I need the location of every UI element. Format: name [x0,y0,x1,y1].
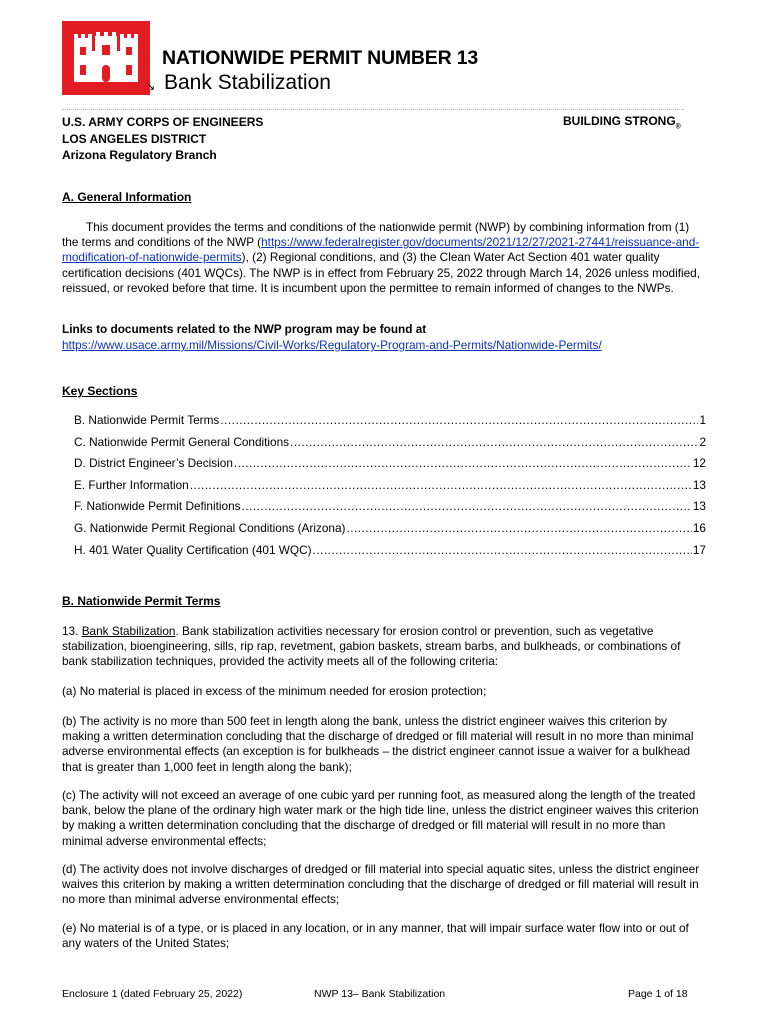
organization-block [62,114,263,164]
toc-label: E. Further Information [74,477,189,492]
slogan-text: BUILDING STRONG [563,114,676,128]
footer-title: NWP 13– Bank Stabilization [314,988,446,1000]
toc-page: 16 [692,520,706,535]
footer-enclosure: Enclosure 1 (dated February 25, 2022) [62,988,243,1000]
toc-label: F. Nationwide Permit Definitions [74,499,241,514]
toc-item-g[interactable] [74,518,706,540]
permit-number: 13. [62,624,82,638]
para-text-end: ), (2) Regional conditions, and (3) the Clean Water Act Section 401 water quality certification decisions (401 WQCs). The NWP is in effect from February 25, 2022 through March 14, 2026 unless modified, reissued, or revoked before that time. It is incumbent upon the permittee to remain informed of changes to the NWPs. [62,250,700,295]
document-subtitle: Bank Stabilization [164,71,331,94]
usace-castle-logo [62,21,150,95]
nwp13-intro [62,624,708,670]
permit-term: Bank Stabilization [81,624,176,638]
toc-item-c[interactable] [74,432,706,454]
org-line-3: Arizona Regulatory Branch [62,148,217,162]
toc-page: 13 [692,499,706,514]
toc-label: D. District Engineer’s Decision [74,456,233,471]
toc-label: C. Nationwide Permit General Conditions [74,434,290,449]
section-a-heading: A. General Information [62,190,192,204]
toc-page: 17 [692,542,706,557]
criterion-a: (a) No material is placed in excess of the minimum needed for erosion protection; [62,684,487,698]
toc-label: H. 401 Water Quality Certification (401 WQC) [74,542,312,557]
general-info-paragraph [62,220,708,296]
document-title: NATIONWIDE PERMIT NUMBER 13 [162,47,478,69]
registered-mark: ® [675,123,681,131]
toc-page: 12 [692,456,706,471]
toc-label: B. Nationwide Permit Terms [74,413,220,427]
slogan [563,114,681,130]
toc-leader [313,540,692,562]
criterion-c: (c) The activity will not exceed an average of one cubic yard per running foot, as measured along the length of the treated bank, below the plane of the ordinary high water mark or the high tide line, unless the district engineer waives this criterion by making a written determination concluding that the discharge of dredged or fill material will result in no more than minimal adverse environmental effects; [62,788,699,848]
toc-item-b[interactable] [74,410,706,432]
section-b-heading: B. Nationwide Permit Terms [62,594,221,608]
para-text-start: This document provides the terms and conditions of the nationwide permit (NWP) by combining information from (1) the terms and conditions of the NWP ( [62,220,690,250]
toc-item-h[interactable] [74,540,706,562]
toc-leader [190,475,692,497]
castle-icon [62,21,150,95]
toc-leader [290,432,698,454]
toc-label: G. Nationwide Permit Regional Conditions (Arizona) [74,520,346,535]
toc-item-f[interactable] [74,496,706,518]
federal-register-link[interactable]: https://www.federalregister.gov/documents/2021/12/27/2021-27441/reissuance-and-modification-of-nationwide-permits [62,235,700,265]
key-sections-heading: Key Sections [62,384,138,398]
org-line-2: LOS ANGELES DISTRICT [62,131,207,146]
toc-leader [242,496,692,518]
links-label: Links to documents related to the NWP program may be found at [62,322,427,336]
toc-page: 1 [699,413,706,427]
criterion-b: (b) The activity is no more than 500 feet in length along the bank, unless the district engineer waives this criterion by making a written determination concluding that the discharge of dredged or fill material will result in no more than minimal adverse environmental effects (an exception is for bulkheads – the district engineer cannot issue a waiver for a bulkhead that is greater than 1,000 feet in length along the bank); [62,714,694,774]
toc-leader [234,453,692,475]
toc-page: 2 [699,434,706,449]
toc-item-d[interactable] [74,453,706,475]
permit-description: . Bank stabilization activities necessary for erosion control or prevention, such as vegetative stabilization, bioengineering, sills, rip rap, revetment, gabion baskets, stream barbs, and bulkheads, or combinations of bank stabilization techniques, provided the activity meets all of the following criteria: [62,624,681,669]
org-line-1: U.S. ARMY CORPS OF ENGINEERS [62,115,264,129]
toc-leader [220,410,698,432]
nwp-program-link[interactable]: https://www.usace.army.mil/Missions/Civil-Works/Regulatory-Program-and-Permits/Nationwide-Permits/ [62,338,602,352]
table-of-contents [74,410,706,561]
decorative-mark: ↘ [146,81,156,93]
toc-leader [346,518,691,540]
criterion-e: (e) No material is of a type, or is placed in any location, or in any manner, that will impair surface water flow into or out of any waters of the United States; [62,921,689,951]
header-divider [62,109,684,110]
toc-item-e[interactable] [74,475,706,497]
criterion-d: (d) The activity does not involve discharges of dredged or fill material into special aquatic sites, unless the district engineer waives this criterion by making a written determination concluding that the discharge of dredged or fill material will result in no more than minimal adverse environmental effects; [62,862,700,907]
toc-page: 13 [692,477,706,492]
footer-page-number: Page 1 of 18 [628,988,688,1000]
